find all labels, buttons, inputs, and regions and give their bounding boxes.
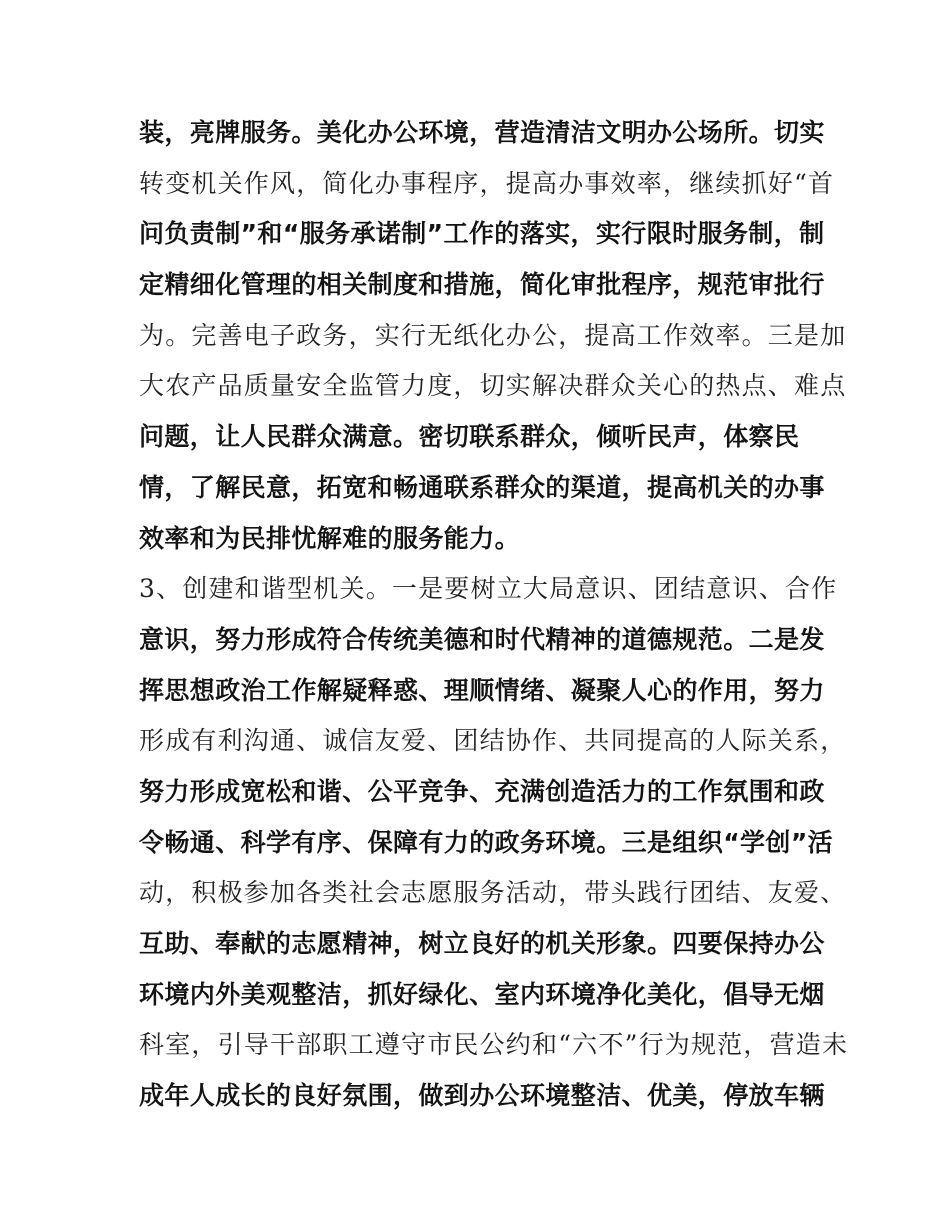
text-line: 动，积极参加各类社会志愿服务活动，带头践行团结、友爱、 <box>139 878 847 908</box>
text-line: 问题，让人民群众满意。密切联系群众，倾听民声，体察民 <box>139 422 800 452</box>
text-line: 装，亮牌服务。美化办公环境，营造清洁文明办公场所。切实 <box>139 118 825 147</box>
text-line: 科室，引导干部职工遵守市民公约和“六不”行为规范，营造未 <box>139 1030 849 1060</box>
text-line: 令畅通、科学有序、保障有力的政务环境。三是组织“学创”活 <box>139 827 834 857</box>
text-line: 环境内外美观整洁，抓好绿化、室内环境净化美化，倡导无烟 <box>139 979 825 1009</box>
body-text <box>139 108 849 1122</box>
text-line: 问负责制”和“服务承诺制”工作的落实，实行限时服务制，制 <box>139 219 825 249</box>
text-line: 意识，努力形成符合传统美德和时代精神的道德规范。二是发 <box>139 624 825 654</box>
text-line: 努力形成宽松和谐、公平竞争、充满创造活力的工作氛围和政 <box>139 776 825 806</box>
text-line: 3、创建和谐型机关。一是要树立大局意识、团结意识、合作 <box>139 574 838 604</box>
text-line: 定精细化管理的相关制度和措施，简化审批程序，规范审批行 <box>139 270 825 300</box>
text-line: 形成有利沟通、诚信友爱、团结协作、共同提高的人际关系， <box>139 726 847 756</box>
text-line: 挥思想政治工作解疑释惑、理顺情绪、凝聚人心的作用，努力 <box>139 675 825 705</box>
text-line: 效率和为民排忧解难的服务能力。 <box>139 523 521 553</box>
text-line: 转变机关作风，简化办事程序，提高办事效率，继续抓好“首 <box>139 168 835 198</box>
text-line: 情，了解民意，拓宽和畅通联系群众的渠道，提高机关的办事 <box>139 472 825 502</box>
text-line: 成年人成长的良好氛围，做到办公环境整洁、优美，停放车辆 <box>139 1081 825 1111</box>
text-line: 互助、奉献的志愿精神，树立良好的机关形象。四要保持办公 <box>139 929 825 958</box>
text-line: 大农产品质量安全监管力度，切实解决群众关心的热点、难点 <box>139 371 847 401</box>
text-line: 为。完善电子政务，实行无纸化办公，提高工作效率。三是加 <box>139 320 847 350</box>
